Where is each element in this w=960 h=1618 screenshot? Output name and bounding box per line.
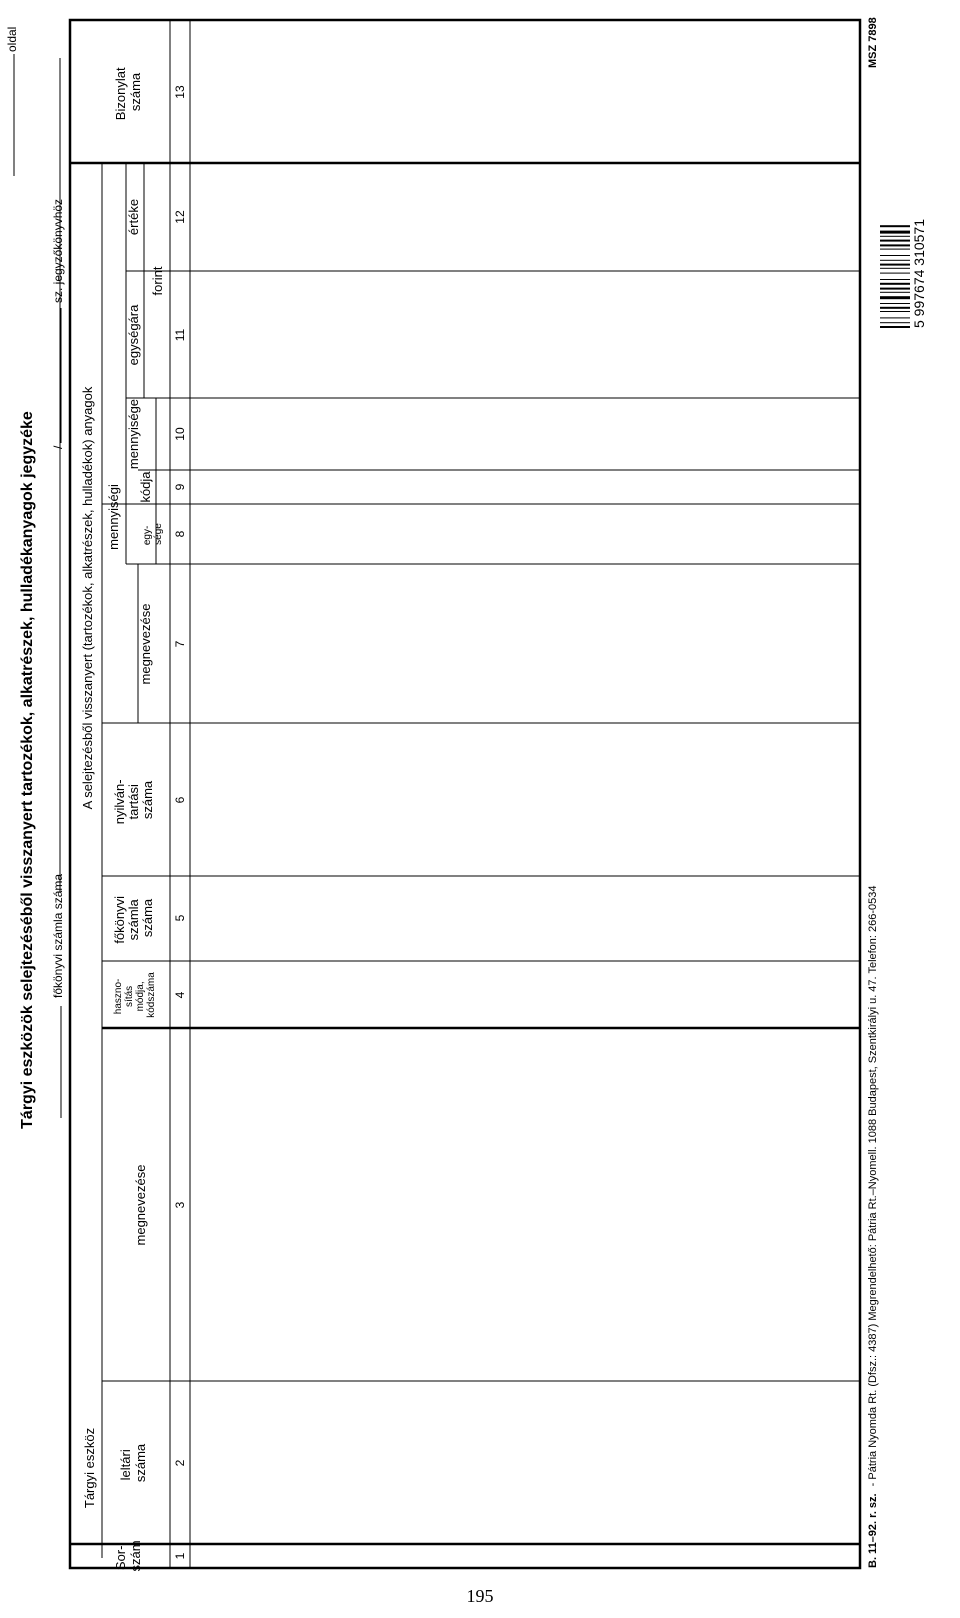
- standard-code: MSZ 7898: [867, 17, 879, 68]
- column-number: 9: [173, 483, 187, 491]
- col-ledger-account-header: főkönyvi számla száma: [112, 895, 155, 944]
- col-quantity-header: mennyisége: [126, 398, 141, 470]
- column-number: 3: [173, 1201, 187, 1209]
- table-frame: [70, 20, 860, 1568]
- group-recovered-header: A selejtezésből visszanyert (tartozékok, alkatrészek, hulladékok) anyagok: [80, 386, 95, 810]
- column-number: 10: [173, 427, 187, 441]
- column-number: 7: [173, 640, 187, 648]
- col-unit-header: egy- sége: [142, 523, 164, 546]
- page-label: oldal: [5, 26, 19, 52]
- group-asset-header: Tárgyi eszköz: [82, 1427, 97, 1509]
- col-usage-method-header: haszno- sítás módja, kódszáma: [113, 972, 157, 1018]
- barcode-image: [880, 225, 910, 328]
- col-record-number-header: nyilván- tartási száma: [112, 779, 155, 825]
- form-title: Tárgyi eszközök selejtezéséből visszanyert tartozékok, alkatrészek, hulladékanyagok jegyzéke: [19, 411, 36, 1129]
- col-code-header: kódja: [138, 471, 153, 503]
- barcode-number: 5 997674 310571: [911, 219, 927, 328]
- register-label: sz. jegyzőkönyvhöz: [51, 198, 65, 303]
- col-document-number-header: Bizonylat száma: [113, 67, 143, 121]
- column-number: 1: [173, 1552, 187, 1560]
- ledger-account-label: főkönyvi számla száma: [51, 873, 65, 998]
- col-inventory-number-header: leltári száma: [118, 1443, 148, 1483]
- column-number: 5: [173, 914, 187, 922]
- column-number: 6: [173, 796, 187, 804]
- column-number: 4: [173, 991, 187, 999]
- col-material-name-header: megnevezése: [138, 603, 153, 685]
- column-number: 11: [173, 328, 187, 342]
- column-number: 8: [173, 530, 187, 538]
- col-value-header: értéke: [126, 198, 141, 236]
- column-number: 2: [173, 1459, 187, 1467]
- column-number: 12: [173, 210, 187, 224]
- col-unit-price-header: egységára: [126, 304, 141, 366]
- page-number: 195: [466, 1586, 494, 1606]
- register-separator: /: [51, 445, 65, 449]
- col-asset-name-header: megnevezése: [133, 1164, 148, 1246]
- qty-group-header: mennyiségi: [106, 484, 121, 550]
- column-number: 13: [173, 85, 187, 99]
- currency-label: forint: [150, 266, 165, 296]
- col-serial-header: Sor- szám: [113, 1540, 143, 1572]
- footer-print-code: B. 11–92. r. sz. - Pátria Nyomda Rt. (Dfsz.: 4387) Megrendelhető: Pátria Rt.–Nyomell. 1088 Budapest, Szentkirályi u. 47. Telefon: 266-0534: [867, 885, 879, 1568]
